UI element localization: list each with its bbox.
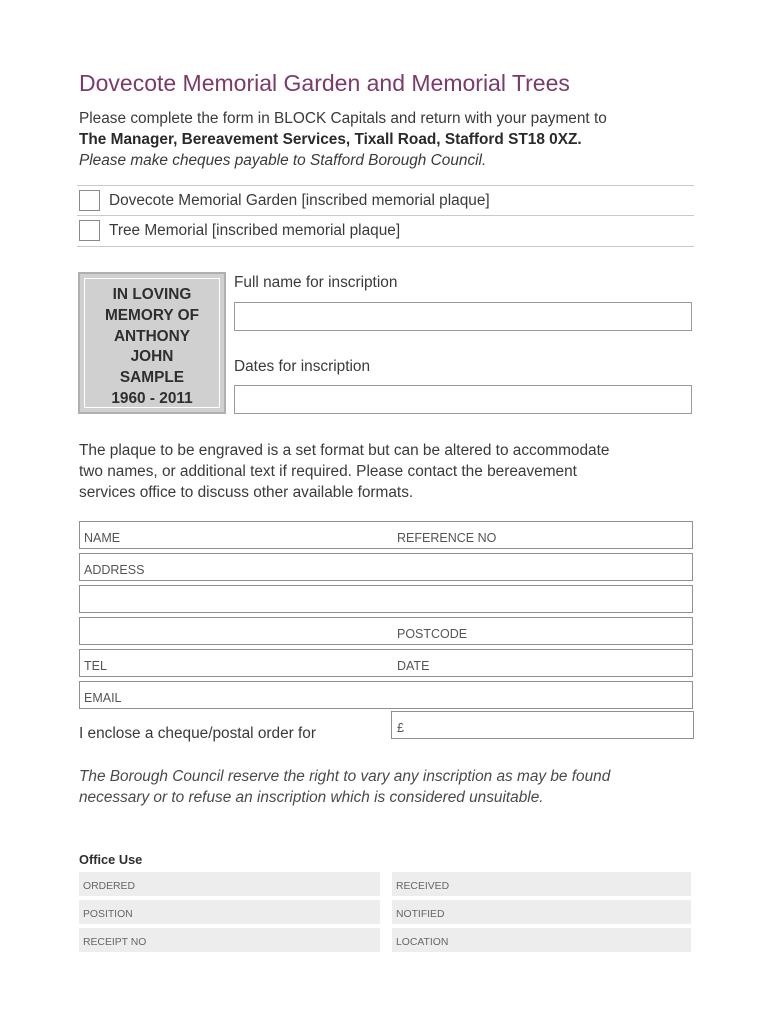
email-row[interactable] (79, 681, 693, 709)
email-field-label: EMAIL (84, 691, 122, 705)
plaque-line: MEMORY OF (104, 306, 200, 324)
office-notified-cell (392, 900, 691, 924)
office-ordered-cell (79, 872, 380, 896)
info-line: The plaque to be engraved is a set format but can be altered to accommodate (79, 442, 610, 459)
plaque-line: SAMPLE (119, 369, 185, 387)
office-use-heading: Office Use (79, 852, 143, 867)
office-receipt-cell (79, 928, 380, 952)
postcode-field-label: POSTCODE (397, 627, 468, 641)
cheque-amount-label: I enclose a cheque/postal order for (79, 725, 316, 742)
option-dovecote-garden[interactable] (77, 185, 694, 216)
tree-memorial-label: Tree Memorial [inscribed memorial plaque] (109, 222, 401, 239)
cheque-amount-input[interactable] (391, 711, 694, 739)
disclaimer-line: The Borough Council reserve the right to vary any inscription as may be found (79, 768, 611, 785)
position-label: POSITION (83, 909, 133, 920)
inscription-name-label: Full name for inscription (234, 274, 398, 291)
tel-field-label: TEL (84, 659, 107, 673)
plaque-format-info (79, 440, 609, 503)
inscription-dates-input[interactable] (234, 385, 692, 414)
info-line: services office to discuss other available formats. (79, 484, 414, 501)
name-reference-row[interactable] (79, 521, 693, 549)
reference-field-label: REFERENCE NO (397, 531, 497, 545)
location-label: LOCATION (396, 937, 449, 948)
form-title: Dovecote Memorial Garden and Memorial Trees (79, 70, 570, 96)
intro-instructions: Please complete the form in BLOCK Capitals and return with your payment to (79, 110, 607, 127)
name-field-label: NAME (84, 531, 121, 545)
address-field-label: ADDRESS (84, 563, 145, 577)
plaque-line: JOHN (130, 348, 174, 366)
office-received-cell (392, 872, 691, 896)
tree-memorial-checkbox[interactable] (79, 220, 100, 241)
cheque-payee-note: Please make cheques payable to Stafford Borough Council. (79, 152, 487, 169)
return-address: The Manager, Bereavement Services, Tixall Road, Stafford ST18 0XZ. (79, 131, 582, 148)
plaque-line: ANTHONY (113, 327, 191, 345)
date-field-label: DATE (397, 659, 430, 673)
office-position-cell (79, 900, 380, 924)
inscription-dates-label: Dates for inscription (234, 358, 371, 375)
office-location-cell (392, 928, 691, 952)
address-postcode-row[interactable] (79, 617, 693, 645)
received-label: RECEIVED (396, 881, 450, 892)
plaque-text (84, 278, 220, 408)
intro-text (79, 108, 607, 171)
inscription-name-input[interactable] (234, 302, 692, 331)
sample-plaque (78, 272, 226, 414)
notified-label: NOTIFIED (396, 909, 445, 920)
dovecote-garden-label: Dovecote Memorial Garden [inscribed memorial plaque] (109, 192, 490, 209)
pound-sign: £ (397, 721, 404, 735)
dovecote-garden-checkbox[interactable] (79, 190, 100, 211)
ordered-label: ORDERED (83, 881, 135, 892)
receipt-label: RECEIPT NO (83, 937, 147, 948)
info-line: two names, or additional text if required. Please contact the bereavement (79, 463, 577, 480)
address-row-2[interactable] (79, 585, 693, 613)
disclaimer-line: necessary or to refuse an inscription which is considered unsuitable. (79, 789, 544, 806)
option-tree-memorial[interactable] (77, 216, 694, 247)
plaque-line: 1960 - 2011 (111, 389, 193, 407)
plaque-line: IN LOVING (112, 286, 192, 303)
tel-date-row[interactable] (79, 649, 693, 677)
address-row-1[interactable] (79, 553, 693, 581)
council-disclaimer (79, 766, 610, 808)
